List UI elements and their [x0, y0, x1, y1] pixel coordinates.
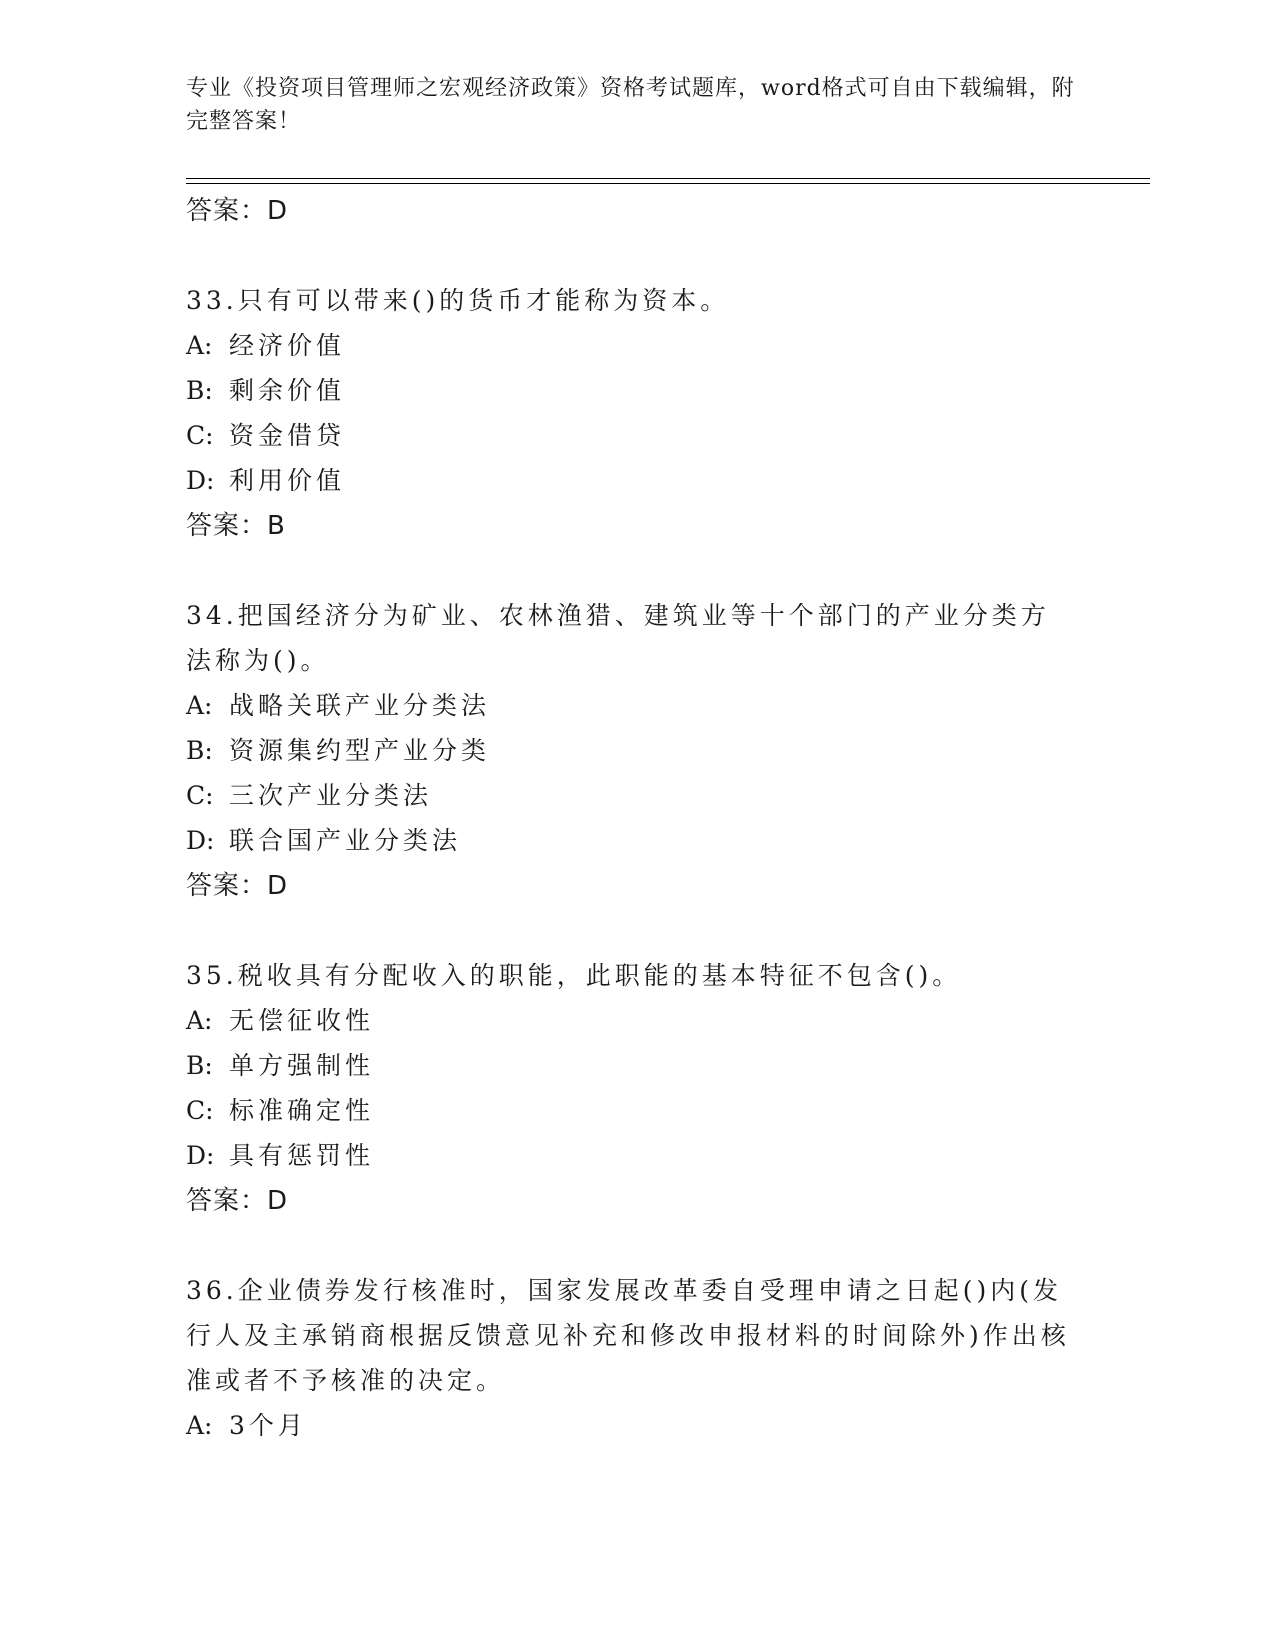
header-rule-bottom: [186, 183, 1150, 184]
question-33: [186, 278, 1076, 549]
question-stem: 36.企业债券发行核准时，国家发展改革委自受理申请之日起()内(发行人及主承销商根据反馈意见补充和修改申报材料的时间除外)作出核准或者不予核准的决定。: [186, 1276, 1070, 1395]
option-text: 资金借贷: [229, 421, 346, 450]
option-text: 单方强制性: [229, 1051, 375, 1080]
answer-line: 答案：D: [186, 1186, 289, 1216]
option-letter: C:: [186, 421, 214, 450]
answer-line: 答案：D: [186, 196, 289, 226]
option-letter: D:: [186, 466, 215, 495]
option-letter: D:: [186, 826, 215, 855]
option-a: [186, 1403, 1076, 1448]
option-letter: A:: [186, 331, 213, 360]
header-text: 专业《投资项目管理师之宏观经济政策》资格考试题库，word格式可自由下载编辑，附完整答案！: [186, 76, 1075, 134]
option-text: 经济价值: [229, 331, 346, 360]
page-header: [186, 72, 1076, 138]
question-35: [186, 953, 1076, 1224]
option-letter: C:: [186, 1096, 214, 1125]
question-34: [186, 593, 1076, 909]
option-letter: A:: [186, 1006, 213, 1035]
option-b: [186, 1043, 1076, 1088]
question-stem: 35.税收具有分配收入的职能，此职能的基本特征不包含()。: [186, 961, 962, 990]
option-text: 剩余价值: [229, 376, 346, 405]
document-body: [186, 188, 1076, 1448]
option-d: [186, 458, 1076, 503]
option-letter: B:: [186, 736, 213, 765]
option-text: 3个月: [229, 1411, 307, 1440]
header-rule-top: [186, 178, 1150, 179]
option-text: 标准确定性: [229, 1096, 375, 1125]
option-a: [186, 998, 1076, 1043]
option-text: 具有惩罚性: [229, 1141, 375, 1170]
option-c: [186, 413, 1076, 458]
question-36: [186, 1268, 1076, 1448]
answer-line: 答案：B: [186, 511, 286, 541]
option-text: 战略关联产业分类法: [229, 691, 491, 720]
option-text: 联合国产业分类法: [229, 826, 462, 855]
answer-line: 答案：D: [186, 871, 289, 901]
question-stem: 33.只有可以带来()的货币才能称为资本。: [186, 286, 730, 315]
option-b: [186, 728, 1076, 773]
option-text: 利用价值: [229, 466, 346, 495]
option-b: [186, 368, 1076, 413]
option-text: 资源集约型产业分类: [229, 736, 491, 765]
option-letter: C:: [186, 781, 214, 810]
option-c: [186, 773, 1076, 818]
option-letter: A:: [186, 1411, 213, 1440]
question-stem: 34.把国经济分为矿业、农林渔猎、建筑业等十个部门的产业分类方法称为()。: [186, 601, 1050, 675]
option-text: 无偿征收性: [229, 1006, 375, 1035]
option-d: [186, 1133, 1076, 1178]
option-text: 三次产业分类法: [229, 781, 433, 810]
option-letter: A:: [186, 691, 213, 720]
option-a: [186, 323, 1076, 368]
option-letter: D:: [186, 1141, 215, 1170]
option-letter: B:: [186, 1051, 213, 1080]
option-letter: B:: [186, 376, 213, 405]
option-d: [186, 818, 1076, 863]
option-c: [186, 1088, 1076, 1133]
option-a: [186, 683, 1076, 728]
